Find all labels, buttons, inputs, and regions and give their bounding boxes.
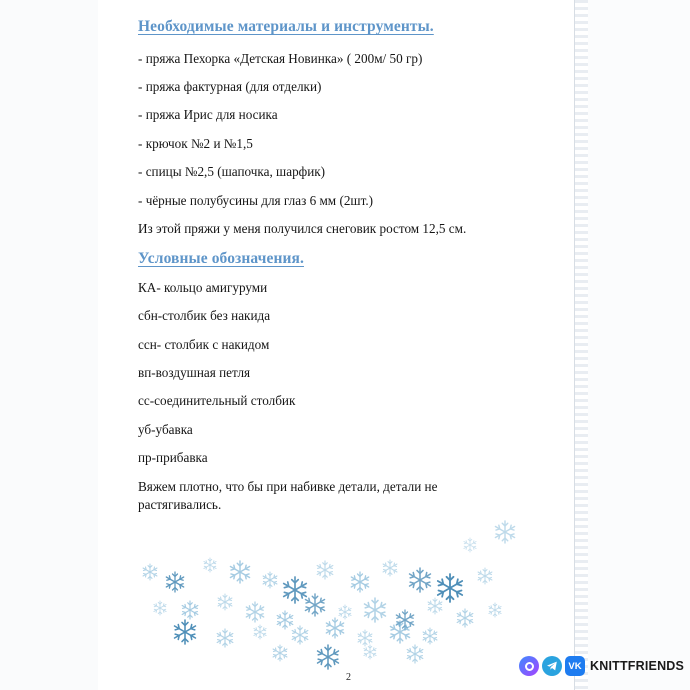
legend-item: ссн- столбик с накидом <box>138 337 270 352</box>
materials-item: - крючок №2 и №1,5 <box>138 136 253 151</box>
snowflake-icon <box>358 630 372 646</box>
materials-heading: Необходимые материалы и инструменты. <box>138 18 434 35</box>
snowflake-icon <box>182 601 198 619</box>
legend-item: КА- кольцо амигуруми <box>138 280 268 295</box>
knitting-note: Вяжем плотно, что бы при набивке детали, детали не <box>138 479 438 494</box>
snowflake-icon <box>390 621 409 643</box>
snowflake-icon <box>351 572 368 592</box>
snowflake-icon <box>143 564 157 580</box>
legend-item: сбн-столбик без накида <box>138 308 271 323</box>
snowflake-icon <box>246 602 263 622</box>
snowflake-icon <box>277 611 293 629</box>
snowflake-icon <box>339 605 351 619</box>
snowflake-icon <box>273 645 287 661</box>
height-note: Из этой пряжи у меня получился снеговик ростом 12,5 см. <box>138 221 467 236</box>
snowflake-icon <box>166 572 183 592</box>
snowflake-icon <box>365 598 386 622</box>
snowflake-icon <box>423 628 437 644</box>
snowflake-icon <box>495 521 514 543</box>
snowflake-icon <box>407 645 423 663</box>
snowflake-icon <box>217 629 233 647</box>
snowflakes-icon <box>130 510 530 670</box>
snowflake-icon <box>230 561 249 583</box>
legend-item: пр-прибавка <box>138 450 208 465</box>
materials-item: - пряжа Пехорка «Детская Новинка» ( 200м/ 50 гр) <box>138 51 423 66</box>
snowflake-icon <box>218 594 232 610</box>
watermark-text: KNITTFRIENDS <box>590 659 685 673</box>
vk-icon: VK <box>565 656 585 676</box>
left-margin <box>0 0 98 690</box>
snowflake-icon <box>364 645 376 659</box>
snowflake-icon <box>410 568 431 592</box>
snowflake-icon <box>284 577 307 603</box>
legend-item: сс-соединительный столбик <box>138 393 296 408</box>
legend-item: вп-воздушная петля <box>138 365 251 380</box>
snowflake-icon <box>204 558 216 572</box>
knitting-note: растягивались. <box>138 497 222 512</box>
snowflake-icon <box>254 625 266 639</box>
snowflake-icon <box>305 594 324 616</box>
legend-item: уб-убавка <box>138 422 193 437</box>
snowflake-icon <box>383 560 397 576</box>
snowflake-icon <box>438 574 462 602</box>
snowflake-icon <box>175 620 196 644</box>
snowflake-icon <box>318 645 339 669</box>
materials-item: - чёрные полубусины для глаз 6 мм (2шт.) <box>138 193 374 208</box>
page-number: 2 <box>346 672 351 683</box>
watermark <box>519 655 684 677</box>
snowflake-icon <box>457 609 473 627</box>
snowflake-icon <box>489 603 501 617</box>
max-icon <box>519 656 539 676</box>
snowflake-icon <box>292 626 308 644</box>
telegram-icon <box>542 656 562 676</box>
snowflake-icon <box>464 538 476 552</box>
page-edge <box>574 0 589 690</box>
snowflake-icon <box>326 618 343 638</box>
snowflake-icon <box>428 598 442 614</box>
snowflake-icon <box>478 568 492 584</box>
right-margin <box>588 0 690 690</box>
materials-item: - пряжа фактурная (для отделки) <box>138 79 322 94</box>
snowflake-group <box>143 521 515 669</box>
materials-item: - спицы №2,5 (шапочка, шарфик) <box>138 164 326 179</box>
legend-heading: Условные обозначения. <box>138 250 304 267</box>
snowflake-icon <box>154 601 166 615</box>
snowflake-icon <box>263 572 277 588</box>
snowflake-icon <box>317 561 333 579</box>
materials-item: - пряжа Ирис для носика <box>138 107 278 122</box>
